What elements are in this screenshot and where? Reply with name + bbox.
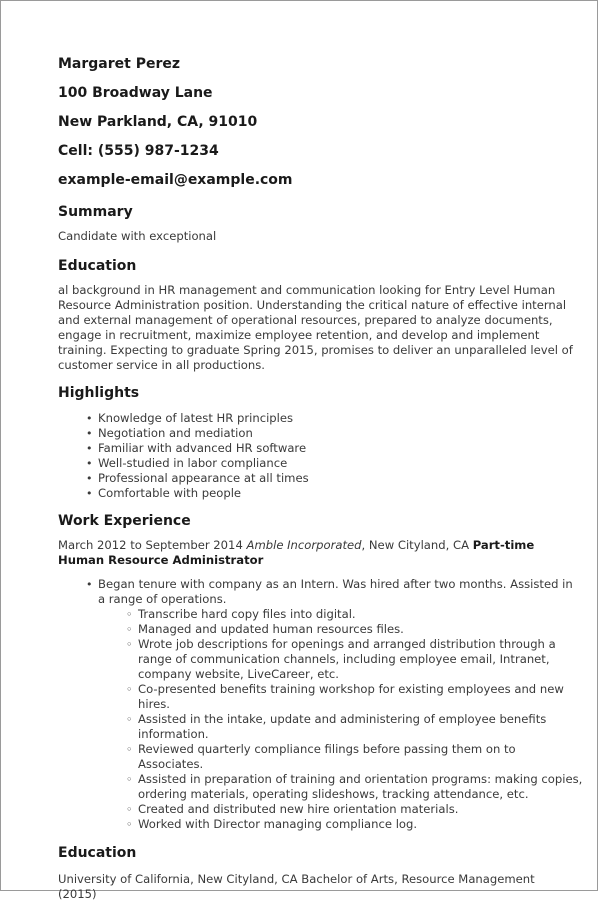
highlight-item: • Comfortable with people xyxy=(86,486,583,501)
highlight-item: • Knowledge of latest HR principles xyxy=(86,411,583,426)
highlight-item: • Familiar with advanced HR software xyxy=(86,441,583,456)
work-sub-item: ◦ Created and distributed new hire orientation materials. xyxy=(126,802,583,817)
highlights-heading: Highlights xyxy=(58,385,140,401)
work-bullets xyxy=(58,577,583,832)
summary-heading: Summary xyxy=(58,204,133,220)
contact-name: Margaret Perez xyxy=(58,56,181,72)
work-experience-heading: Work Experience xyxy=(58,513,191,529)
contact-address: 100 Broadway Lane xyxy=(58,85,213,101)
education-heading: Education xyxy=(58,258,137,274)
education-text-2: University of California, New Cityland, CA Bachelor of Arts, Resource Management (2015) xyxy=(58,872,535,901)
contact-email: example-email@example.com xyxy=(58,172,293,188)
contact-cell: Cell: (555) 987-1234 xyxy=(58,143,219,159)
highlight-item: • Well-studied in labor compliance xyxy=(86,456,583,471)
contact-city: New Parkland, CA, 91010 xyxy=(58,114,258,130)
job-location: , New Cityland, CA xyxy=(361,538,470,552)
highlight-item: • Negotiation and mediation xyxy=(86,426,583,441)
job-dates: March 2012 to September 2014 xyxy=(58,538,243,552)
work-sub-bullets xyxy=(98,607,583,832)
highlights-list xyxy=(58,411,583,501)
work-sub-item: ◦ Reviewed quarterly compliance filings before passing them on to Associates. xyxy=(126,742,583,772)
work-sub-item: ◦ Co-presented benefits training workshop for existing employees and new hires. xyxy=(126,682,583,712)
work-sub-item: ◦ Worked with Director managing compliance log. xyxy=(126,817,583,832)
work-sub-item: ◦ Wrote job descriptions for openings and arranged distribution through a range of communication channels, including employee email, Intranet, company website, LiveCareer, etc. xyxy=(126,637,583,682)
job-company: Amble Incorporated xyxy=(246,538,362,552)
work-sub-item: ◦ Assisted in the intake, update and administering of employee benefits information. xyxy=(126,712,583,742)
summary-text: Candidate with exceptional xyxy=(58,229,217,243)
work-main-bullet-text: Began tenure with company as an Intern. Was hired after two months. Assisted in a range of operations. xyxy=(98,577,573,606)
education-heading-2: Education xyxy=(58,845,137,861)
work-sub-item: ◦ Transcribe hard copy files into digital. xyxy=(126,607,583,622)
work-main-bullet xyxy=(86,577,583,832)
highlight-item: • Professional appearance at all times xyxy=(86,471,583,486)
education-text: al background in HR management and communication looking for Entry Level Human Resource Administration position. Understanding the critical nature of effective internal and external management of operational resources, prepared to analyze documents, engage in recruitment, maximize employee retention, and develop and implement training. Expecting to graduate Spring 2015, promises to deliver an unparalleled level of customer service in all productions. xyxy=(58,283,573,372)
work-sub-item: ◦ Assisted in preparation of training and orientation programs: making copies, ordering materials, operating slideshows, tracking attendance, etc. xyxy=(126,772,583,802)
job-title: Part-time Human Resource Administrator xyxy=(58,538,535,567)
work-sub-item: ◦ Managed and updated human resources files. xyxy=(126,622,583,637)
job-line xyxy=(58,538,583,568)
